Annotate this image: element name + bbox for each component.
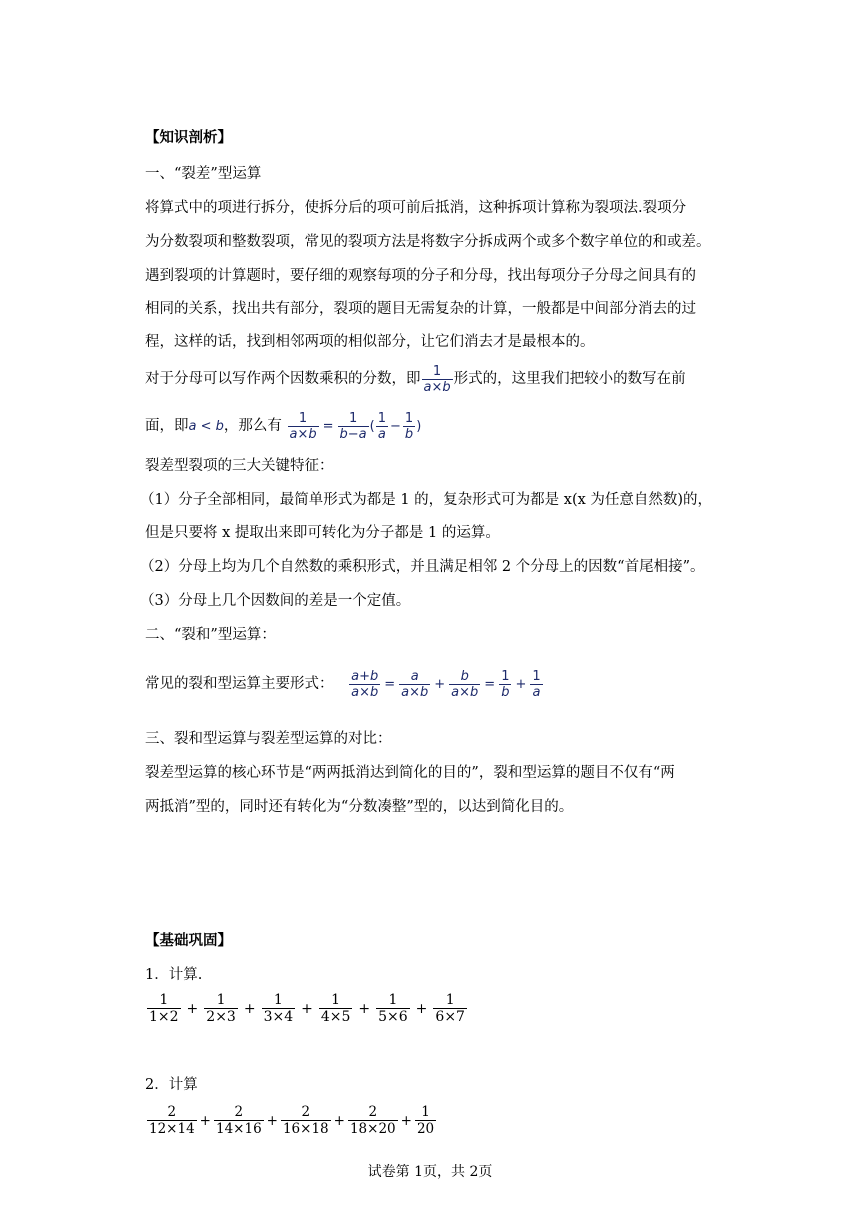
q1-plus-2: +	[243, 1001, 256, 1017]
q2-numerator-5: 1	[421, 1104, 430, 1120]
paragraph-4	[145, 406, 421, 447]
q2-denominator-4: 18×20	[349, 1121, 396, 1137]
q1-denominator-2: 2×3	[206, 1009, 236, 1025]
paragraph-2-line-2: 相同的关系，找出共有部分，裂项的题目无需复杂的计算，一般都是中间部分消去的过	[145, 301, 696, 317]
q2-fraction-5	[415, 1105, 436, 1137]
q2-numerator-1: 2	[167, 1104, 177, 1120]
q2-denominator-5: 20	[416, 1121, 435, 1137]
q1-numerator-2: 1	[216, 992, 226, 1008]
paragraph-4-pre: 面，即	[145, 418, 189, 434]
formula-a-less-b: a < b	[188, 419, 224, 434]
question-1-label: 1．计算.	[145, 967, 203, 983]
q2-fraction-4	[348, 1105, 398, 1137]
q1-fraction-5	[376, 993, 410, 1025]
q2-numerator-4: 2	[368, 1104, 378, 1120]
q2-plus-1: +	[199, 1113, 211, 1129]
q2-plus-4: +	[400, 1113, 412, 1129]
question-2-expression	[145, 1105, 438, 1137]
knowledge-heading: 【知识剖析】	[145, 129, 232, 146]
paragraph-1-line-2: 为分数裂项和整数裂项，常见的裂项方法是将数字分拆成两个或多个数字单位的和或差。	[145, 234, 711, 250]
section-2-title: 二、“裂和”型运算：	[145, 627, 276, 643]
q1-numerator-4: 1	[331, 992, 341, 1008]
formula-one-over-axb: $\frac{1}{a\times b}$	[423, 363, 451, 395]
q2-denominator-1: 12×14	[149, 1121, 195, 1137]
feature-2: （2）分母上均为几个自然数的乘积形式，并且满足相邻 2 个分母上的因数“首尾相接”。	[140, 559, 705, 575]
q1-plus-5: +	[415, 1001, 428, 1017]
q2-fraction-2	[214, 1105, 264, 1137]
paragraph-2-line-3: 程，这样的话，找到相邻两项的相似部分，让它们消去才是最根本的。	[145, 334, 595, 350]
paragraph-3	[145, 360, 686, 399]
feature-3: （3）分母上几个因数间的差是一个定值。	[140, 593, 411, 609]
section-3-line-1: 裂差型运算的核心环节是“两两抵消达到简化的目的”，裂和型运算的题目不仅有“两	[145, 765, 675, 781]
features-title: 裂差型裂项的三大关键特征：	[145, 458, 334, 474]
q1-denominator-4: 4×5	[320, 1009, 351, 1025]
q2-denominator-2: 14×16	[215, 1121, 262, 1137]
q1-denominator-1: 1×2	[149, 1009, 179, 1025]
formula-split-sum: $\frac{a+b}{a\times b}$ = $\frac{a}{a\times b}$ + $\frac{b}{a\times b}$ = $\frac{1}{b}$ + $\frac{1}{a}$	[351, 668, 541, 700]
basics-heading: 【基础巩固】	[145, 932, 232, 949]
q1-denominator-6: 6×7	[435, 1009, 465, 1025]
paragraph-3-pre: 对于分母可以写作两个因数乘积的分数，即	[145, 371, 421, 387]
paragraph-4-mid: ，那么有	[223, 418, 282, 434]
section-2-formula-line	[145, 664, 544, 705]
q1-denominator-5: 5×6	[378, 1009, 408, 1025]
q1-plus-4: +	[358, 1001, 371, 1017]
q1-fraction-1	[147, 993, 181, 1025]
formula-split-difference: $\frac{1}{a\times b}$ = $\frac{1}{b-a}$ ( $\frac{1}{a}$ − $\frac{1}{b}$ )	[289, 410, 422, 442]
section-3-line-2: 两抵消”型的，同时还有转化为“分数凑整”型的，以达到简化目的。	[145, 799, 574, 815]
q1-numerator-1: 1	[159, 992, 169, 1008]
q1-plus-3: +	[301, 1001, 313, 1017]
feature-1-line-1: （1）分子全部相同，最简单形式为都是 1 的，复杂形式可为都是 x(x 为任意自然数)的，	[140, 492, 713, 508]
section-1-title: 一、“裂差”型运算	[145, 166, 262, 182]
section-3-title: 三、裂和型运算与裂差型运算的对比：	[145, 731, 392, 747]
question-2-label: 2．计算	[145, 1077, 198, 1093]
q1-fraction-4	[319, 993, 353, 1025]
q1-numerator-5: 1	[388, 992, 398, 1008]
feature-1-line-2: 但是只要将 x 提取出来即可转化为分子都是 1 的运算。	[145, 525, 500, 541]
q2-plus-2: +	[266, 1113, 278, 1129]
q2-denominator-3: 16×18	[282, 1121, 329, 1137]
q1-fraction-6	[433, 993, 467, 1025]
paragraph-1-line-1: 将算式中的项进行拆分，使拆分后的项可前后抵消，这种拆项计算称为裂项法.裂项分	[145, 200, 687, 216]
question-1-expression	[145, 993, 469, 1025]
q2-numerator-2: 2	[234, 1104, 244, 1120]
paragraph-2-line-1: 遇到裂项的计算题时，要仔细的观察每项的分子和分母，找出每项分子分母之间具有的	[145, 268, 696, 284]
q2-fraction-3	[281, 1105, 331, 1137]
q1-denominator-3: 3×4	[263, 1009, 294, 1025]
q1-numerator-3: 1	[273, 992, 283, 1008]
section-2-text: 常见的裂和型运算主要形式：	[145, 676, 334, 692]
q1-numerator-6: 1	[445, 992, 455, 1008]
q2-fraction-1	[147, 1105, 197, 1137]
paragraph-3-post: 形式的，这里我们把较小的数写在前	[453, 371, 686, 387]
q2-plus-3: +	[333, 1113, 345, 1129]
q2-numerator-3: 2	[301, 1104, 311, 1120]
q1-plus-1: +	[186, 1001, 199, 1017]
page-footer: 试卷第 1页，共 2页	[367, 1164, 493, 1180]
q1-fraction-2	[204, 993, 238, 1025]
q1-fraction-3	[262, 993, 296, 1025]
